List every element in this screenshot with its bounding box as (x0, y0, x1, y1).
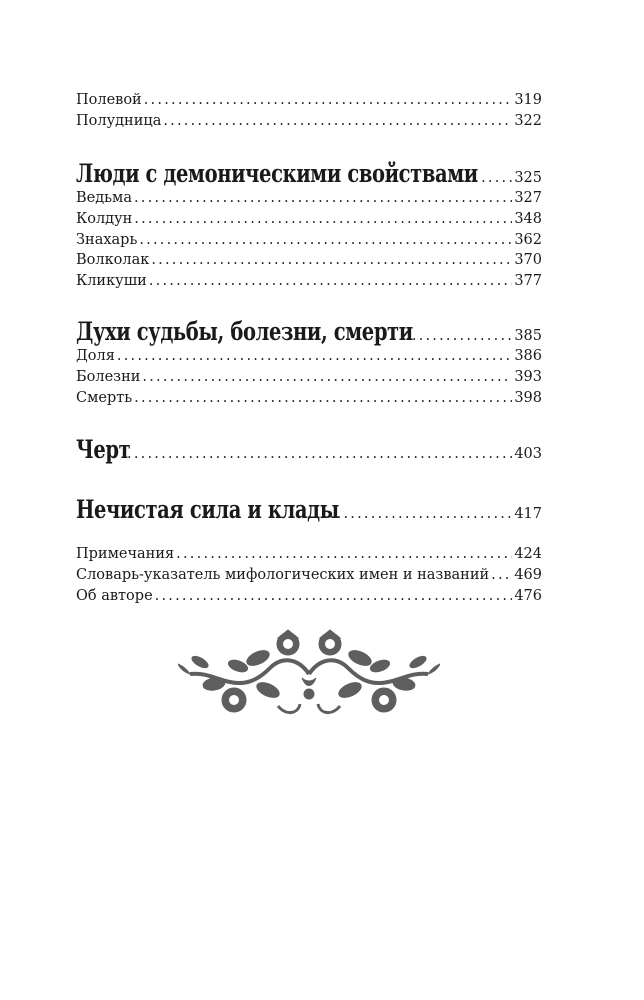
dot-leader (134, 190, 512, 206)
toc-entry-smert[interactable] (76, 390, 542, 406)
dot-leader (323, 506, 512, 522)
toc-entry-page: 322 (514, 113, 542, 129)
toc-entry-page: 348 (514, 211, 542, 227)
toc-entry-title: Знахарь (76, 232, 138, 248)
toc-entry-page: 424 (514, 546, 542, 562)
toc-section-demonic[interactable] (76, 160, 542, 188)
toc-entry-znakhar[interactable] (76, 232, 542, 248)
dot-leader (144, 92, 513, 108)
toc-entry-klikushi[interactable] (76, 273, 542, 289)
toc-entry-title: Словарь-указатель мифологических имен и названий (76, 567, 490, 583)
toc-entry-dolya[interactable] (76, 348, 542, 364)
toc-entry-title: Колдун (76, 211, 133, 227)
dot-leader (176, 546, 512, 562)
toc-entry-koldun[interactable] (76, 211, 542, 227)
toc-entry-vedma[interactable] (76, 190, 542, 206)
dot-leader (151, 252, 512, 268)
dot-leader (491, 567, 512, 583)
toc-entry-ob-avtore[interactable] (76, 588, 542, 604)
toc-entry-title: Ведьма (76, 190, 132, 206)
section-heading: Люди с демоническими свойствами (76, 159, 478, 188)
toc-entry-title: Об авторе (76, 588, 153, 604)
toc-entry-page: 403 (514, 446, 542, 462)
section-heading: Нечистая сила и клады (76, 495, 339, 524)
toc-entry-title: Болезни (76, 369, 141, 385)
toc-entry-page: 386 (514, 348, 542, 364)
toc-entry-page: 362 (514, 232, 542, 248)
toc-entry-title: Доля (76, 348, 115, 364)
toc-entry-volkolak[interactable] (76, 252, 542, 268)
dot-leader (117, 348, 512, 364)
toc-entry-title: Смерть (76, 390, 133, 406)
toc-entry-primechaniya[interactable] (76, 546, 542, 562)
toc-entry-title: Кликуши (76, 273, 147, 289)
toc-entry-page: 469 (514, 567, 542, 583)
section-heading: Духи судьбы, болезни, смерти (76, 317, 413, 346)
dot-leader (134, 390, 512, 406)
toc-entry-page: 476 (514, 588, 542, 604)
toc-entry-page: 393 (514, 369, 542, 385)
toc-entry-bolezni[interactable] (76, 369, 542, 385)
toc-entry-page: 370 (514, 252, 542, 268)
section-heading: Черт (76, 435, 131, 464)
toc-entry-page: 327 (514, 190, 542, 206)
toc-entry-polevoy[interactable] (76, 92, 542, 108)
toc-entry-page: 377 (514, 273, 542, 289)
dot-leader (127, 446, 512, 462)
toc-entry-title: Волколак (76, 252, 150, 268)
toc-entry-title: Полевой (76, 92, 142, 108)
dot-leader (142, 369, 512, 385)
dot-leader (155, 588, 513, 604)
dot-leader (134, 211, 512, 227)
dot-leader (405, 328, 512, 344)
toc-entry-page: 319 (514, 92, 542, 108)
toc-entry-page: 398 (514, 390, 542, 406)
floral-ornament-icon (178, 628, 440, 720)
toc-section-fate[interactable] (76, 318, 542, 346)
toc-entry-title: Полудница (76, 113, 162, 129)
toc-section-chert[interactable] (76, 436, 542, 464)
toc-entry-page: 417 (514, 506, 542, 522)
toc-entry-slovar[interactable] (76, 567, 542, 583)
toc-entry-page: 325 (514, 170, 542, 186)
dot-leader (163, 113, 512, 129)
toc-entry-poludnitsa[interactable] (76, 113, 542, 129)
toc-section-treasures[interactable] (76, 496, 542, 524)
toc-entry-title: Примечания (76, 546, 175, 562)
dot-leader (149, 273, 512, 289)
toc-entry-page: 385 (514, 328, 542, 344)
dot-leader (139, 232, 512, 248)
